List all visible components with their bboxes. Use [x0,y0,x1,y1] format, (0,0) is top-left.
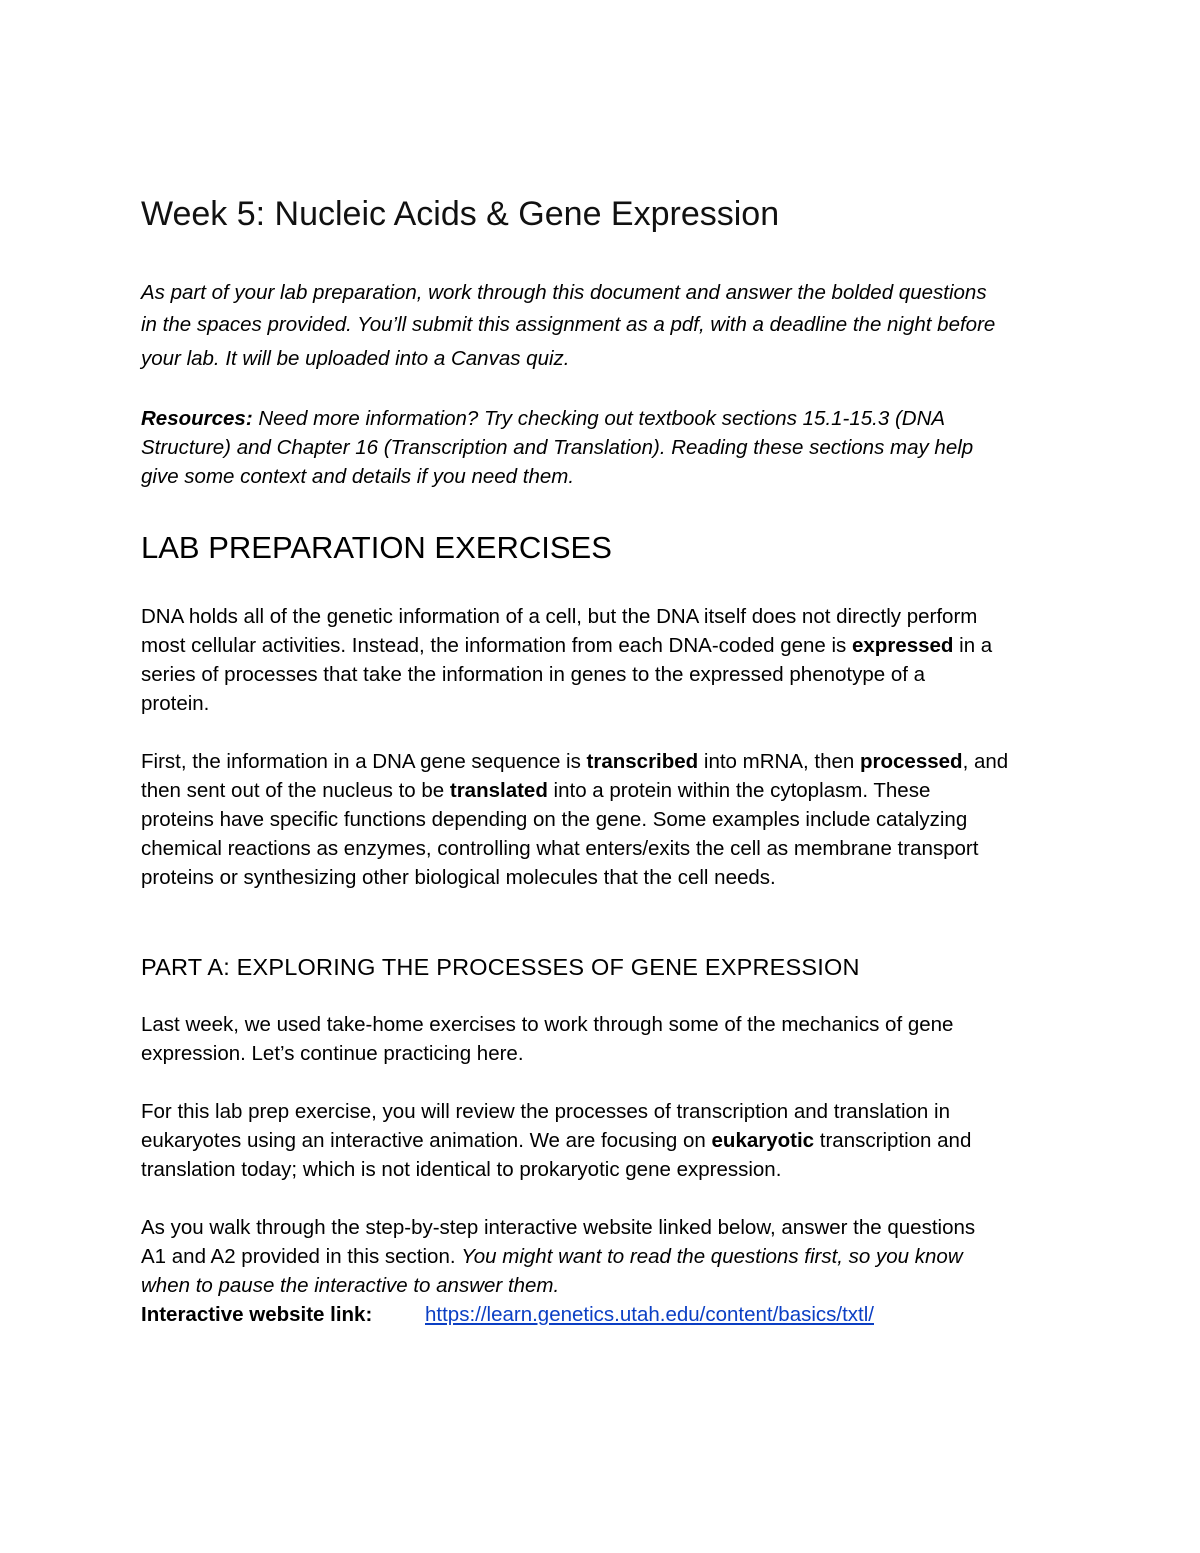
intro-line: As part of your lab preparation, work through this document and answer the bolded questions [141,281,987,304]
text-run: in a [953,634,993,657]
text-run: First, the information in a DNA gene sequence is [141,750,587,773]
paragraph-line: DNA holds all of the genetic information of a cell, but the DNA itself does not directly perform [141,605,978,628]
text-run: into mRNA, then [698,750,860,773]
resources-line [141,404,1061,433]
text-run: into a protein within the cytoplasm. These [547,779,931,802]
text-run: eukaryotes using an interactive animation. We are focusing on [141,1129,712,1152]
paragraph-line [141,776,1061,805]
text-run: transcription and [814,1129,972,1152]
text-run: A1 and A2 provided in this section. [141,1245,462,1268]
paragraph-line: As you walk through the step-by-step interactive website linked below, answer the questions [141,1216,976,1239]
intro-paragraph [141,277,1061,375]
paragraph-line [141,1242,1061,1271]
bold-term: eukaryotic [711,1129,815,1152]
resources-line: give some context and details if you need them. [141,465,575,488]
process-paragraph [141,747,1061,892]
paragraph-line [141,631,1061,660]
exercise-paragraph [141,1097,1061,1184]
lab-preparation-heading: LAB PREPARATION EXERCISES [141,530,612,565]
intro-line: your lab. It will be uploaded into a Canvas quiz. [141,347,570,370]
bold-term: transcribed [586,750,699,773]
paragraph-line: series of processes that take the information in genes to the expressed phenotype of a [141,663,926,686]
dna-paragraph [141,602,1061,718]
text-run: , and [962,750,1009,773]
bold-term: expressed [852,634,954,657]
paragraph-line: when to pause the interactive to answer them. [141,1274,560,1297]
last-week-paragraph [141,1010,1061,1068]
resources-label: Resources: [141,407,253,430]
interactive-website-link[interactable]: https://learn.genetics.utah.edu/content/basics/txtl/ [425,1303,874,1326]
paragraph-line: proteins have specific functions depending on the gene. Some examples include catalyzing [141,808,968,831]
resources-line: Structure) and Chapter 16 (Transcription and Translation). Reading these sections may help [141,436,974,459]
instructions-paragraph [141,1213,1061,1329]
intro-line: in the spaces provided. You’ll submit this assignment as a pdf, with a deadline the night before [141,313,996,336]
resources-paragraph [141,404,1061,491]
paragraph-line: protein. [141,692,210,715]
text-run: most cellular activities. Instead, the information from each DNA-coded gene is [141,634,852,657]
paragraph-line [141,1126,1061,1155]
paragraph-line [141,747,1061,776]
paragraph-line: chemical reactions as enzymes, controlling what enters/exits the cell as membrane transport [141,837,979,860]
resources-text: Need more information? Try checking out textbook sections 15.1-15.3 (DNA [252,407,946,430]
page-title: Week 5: Nucleic Acids & Gene Expression [141,195,780,233]
link-row [141,1300,1061,1329]
paragraph-line: proteins or synthesizing other biological molecules that the cell needs. [141,866,776,889]
text-run: then sent out of the nucleus to be [141,779,450,802]
paragraph-line: expression. Let’s continue practicing here. [141,1042,524,1065]
bold-term: translated [449,779,548,802]
bold-term: processed [860,750,963,773]
paragraph-line: Last week, we used take-home exercises to work through some of the mechanics of gene [141,1013,954,1036]
italic-run: You might want to read the questions first, so you know [461,1245,963,1268]
part-a-heading: PART A: EXPLORING THE PROCESSES OF GENE EXPRESSION [141,954,860,980]
paragraph-line: For this lab prep exercise, you will review the processes of transcription and translation in [141,1100,950,1123]
link-label: Interactive website link: [141,1303,373,1326]
paragraph-line: translation today; which is not identical to prokaryotic gene expression. [141,1158,782,1181]
